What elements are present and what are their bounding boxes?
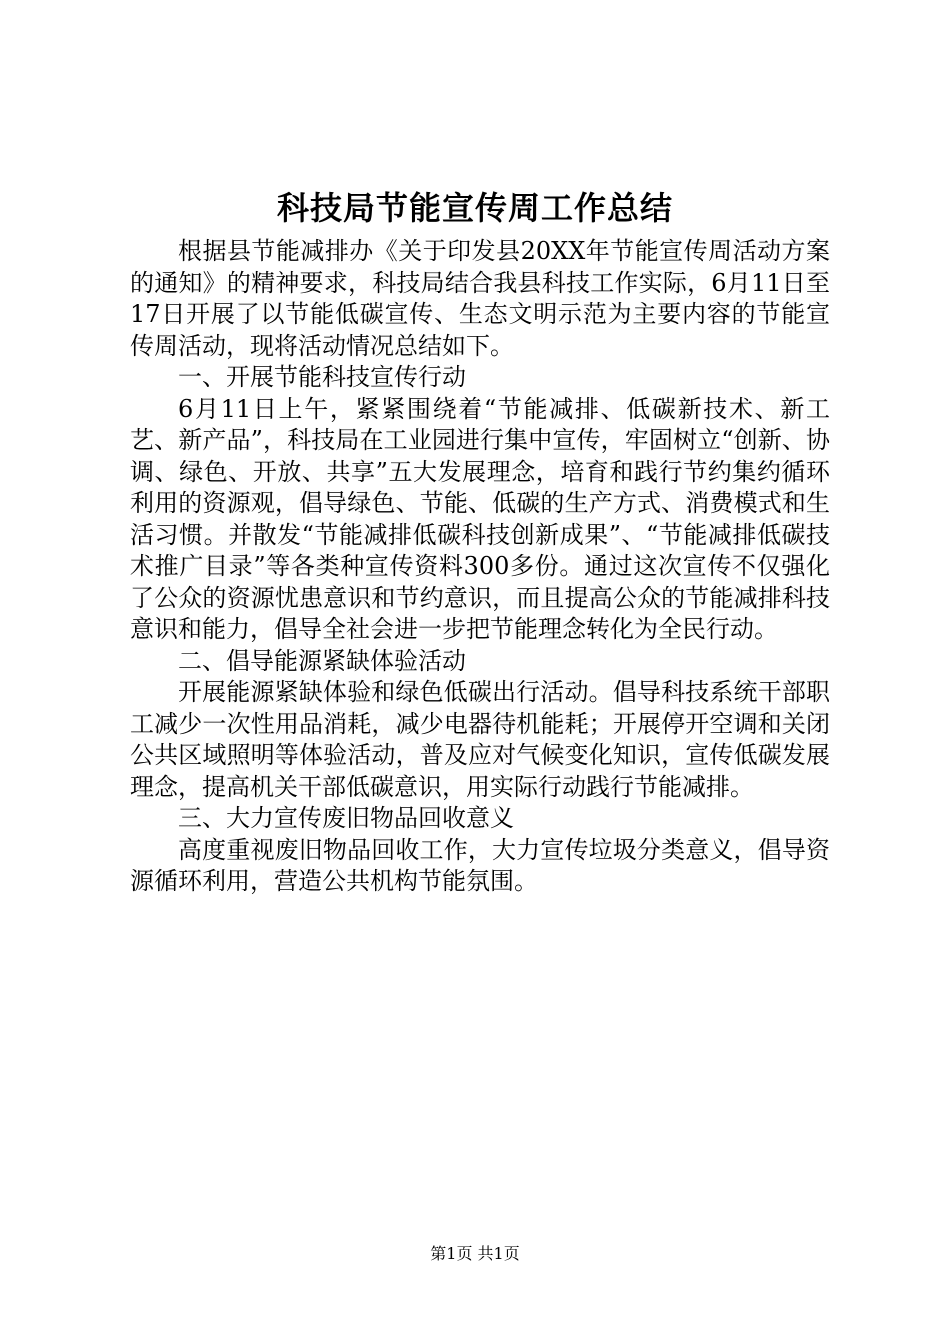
- section-paragraph-3: 高度重视废旧物品回收工作，大力宣传垃圾分类意义，倡导资源循环利用，营造公共机构节能氛围。: [130, 835, 830, 895]
- document-title: 科技局节能宣传周工作总结: [276, 189, 673, 227]
- section-heading-3: 三、大力宣传废旧物品回收意义: [178, 804, 514, 832]
- section-heading-2: 二、倡导能源紧缺体验活动: [178, 646, 466, 675]
- section-heading-1: 一、开展节能科技宣传行动: [178, 363, 466, 391]
- intro-paragraph: 根据县节能减排办《关于印发县20XX年节能宣传周活动方案的通知》的精神要求，科技局结合我县科技工作实际，6月11日至17日开展了以节能低碳宣传、生态文明示范为主要内容的节能宣传周活动，现将活动情况总结如下。: [130, 237, 830, 360]
- section-paragraph-1: 6月11日上午，紧紧围绕着“节能减排、低碳新技术、新工艺、新产品”，科技局在工业园进行集中宣传，牢固树立“创新、协调、绿色、开放、共享”五大发展理念，培育和践行节约集约循环利用的资源观，倡导绿色、节能、低碳的生产方式、消费模式和生活习惯。并散发“节能减排低碳科技创新成果”、“节能减排低碳技术推广目录”等各类种宣传资料300多份。通过这次宣传不仅强化了公众的资源忧患意识和节约意识，而且提高公众的节能减排科技意识和能力，倡导全社会进一步把节能理念转化为全民行动。: [130, 394, 830, 643]
- page-footer: 第1页 共1页: [430, 1244, 520, 1263]
- document-body: [130, 236, 830, 898]
- section-paragraph-2: 开展能源紧缺体验和绿色低碳出行活动。倡导科技系统干部职工减少一次性用品消耗，减少电器待机能耗；开展停开空调和关闭公共区域照明等体验活动，普及应对气候变化知识，宣传低碳发展理念，提高机关干部低碳意识，用实际行动践行节能减排。: [130, 678, 830, 801]
